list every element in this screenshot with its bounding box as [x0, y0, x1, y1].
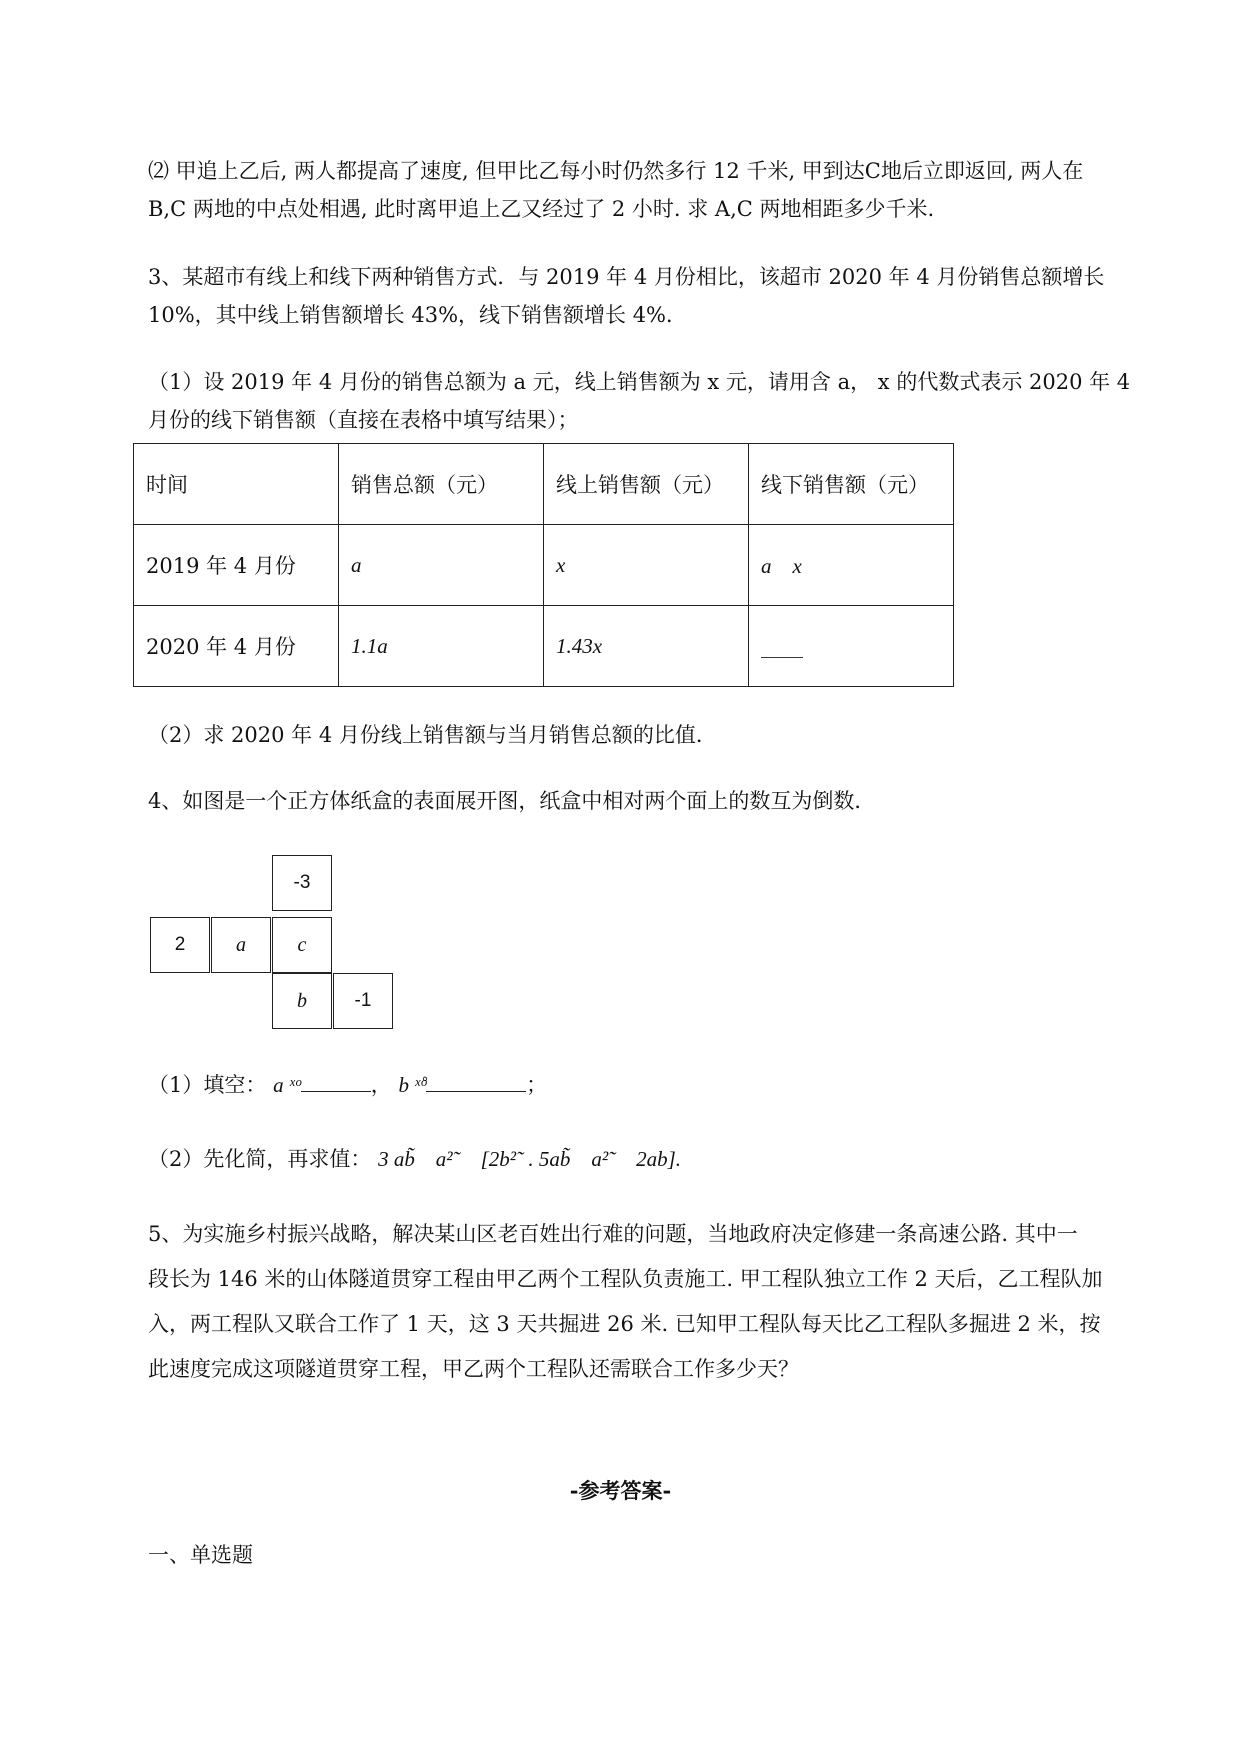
net-face-left: 2	[150, 917, 210, 973]
table-cell: a x	[749, 525, 954, 606]
q2-part2-line1: ⑵ 甲追上乙后, 两人都提高了速度, 但甲比乙每小时仍然多行 12 千米, 甲到达C地后立即返回, 两人在	[148, 159, 1084, 183]
q4-stem: 4、如图是一个正方体纸盒的表面展开图，纸盒中相对两个面上的数互为倒数．	[148, 789, 876, 813]
net-face-center: c	[272, 917, 332, 973]
table-cell: a	[339, 525, 544, 606]
q4-part1-prefix: （1）填空：	[148, 1073, 267, 1097]
q5-line3: 入，两工程队又联合工作了 1 天，这 3 天共掘进 26 米. 已知甲工程队每天比乙工程队多掘进 2 米，按	[148, 1312, 1101, 1336]
q4-part1-b: b ˣ̊ᵒ	[398, 1073, 427, 1097]
table-header-cell: 线上销售额（元）	[544, 444, 749, 525]
q5-line4: 此速度完成这项隧道贯穿工程，甲乙两个工程队还需联合工作多少天？	[148, 1357, 799, 1381]
q2-part2-line2: B,C 两地的中点处相遇, 此时离甲追上乙又经过了 2 小时. 求 A,C 两地相距多少千米.	[148, 197, 935, 221]
q3-stem-line1: 3、某超市有线上和线下两种销售方式．与 2019 年 4 月份相比，该超市 2020 年 4 月份销售总额增长	[148, 265, 1105, 289]
table-header-cell: 线下销售额（元）	[749, 444, 954, 525]
net-face-top: -3	[272, 855, 332, 911]
net-face-bottom: b	[272, 973, 332, 1029]
table-cell: 2019 年 4 月份	[134, 525, 339, 606]
net-face-mid-left: a	[211, 917, 271, 973]
net-face-bottom-right: -1	[333, 973, 393, 1029]
table-cell: ____	[749, 606, 954, 687]
q5-line1: 5、为实施乡村振兴战略，解决某山区老百姓出行难的问题，当地政府决定修建一条高速公路. 其中一	[148, 1222, 1078, 1246]
table-header-row	[134, 444, 954, 525]
q4-part1-end: ；	[526, 1073, 548, 1097]
answers-title: -参考答案-	[569, 1478, 672, 1503]
q3-part1-line2: 月份的线下销售额（直接在表格中填写结果）；	[148, 408, 579, 432]
q3-part1-line1: （1）设 2019 年 4 月份的销售总额为 a 元，线上销售额为 x 元，请用含 a， x 的代数式表示 2020 年 4	[148, 370, 1131, 394]
q3-stem-line2: 10%，其中线上销售额增长 43%，线下销售额增长 4%．	[148, 303, 688, 327]
answer-blank	[301, 1073, 371, 1092]
q4-part2-prefix: （2）先化简，再求值：	[148, 1147, 372, 1171]
q5-line2: 段长为 146 米的山体隧道贯穿工程由甲乙两个工程队负责施工. 甲工程队独立工作 2 天后，乙工程队加	[148, 1267, 1103, 1291]
table-cell: 2020 年 4 月份	[134, 606, 339, 687]
answers-section-heading: 一、单选题	[148, 1543, 253, 1567]
table-cell: 1.43x	[544, 606, 749, 687]
q4-part2	[148, 1144, 681, 1174]
table-cell: x	[544, 525, 749, 606]
q4-part2-expr: 3 ab̃ a²˜ [2b²˜ . 5ab̃ a²˜ 2ab].	[378, 1147, 682, 1171]
answer-blank	[426, 1073, 526, 1092]
q4-part1: （1）填空： a ˣᵒ ， b ˣ̊ᵒ ；	[148, 1073, 548, 1097]
table-row	[134, 525, 954, 606]
q4-part1-a: a ˣᵒ	[273, 1073, 301, 1097]
table-row	[134, 606, 954, 687]
table-cell: 1.1a	[339, 606, 544, 687]
q3-part2: （2）求 2020 年 4 月份线上销售额与当月销售总额的比值．	[148, 723, 717, 747]
table-header-cell: 销售总额（元）	[339, 444, 544, 525]
sales-table	[133, 443, 954, 687]
table-header-cell: 时间	[134, 444, 339, 525]
